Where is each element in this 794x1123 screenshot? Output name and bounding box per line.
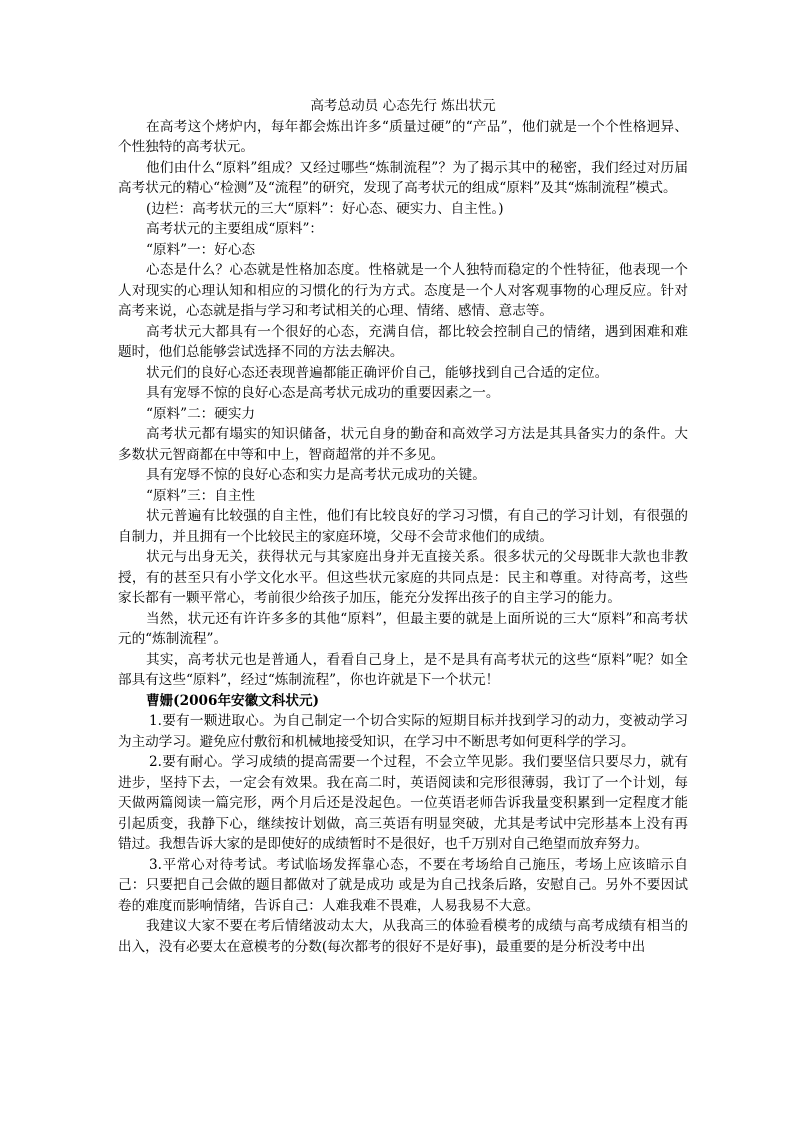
paragraph: 3.平常心对待考试。考试临场发挥靠心态，不要在考场给自己施压，考场上应该暗示自己：只要把自己会做的题目都做对了就是成功 或是为自己找条后路，安慰自己。另外不要因试卷的难度而影响情绪，告诉自己：人难我难不畏难，人易我易不大意。 (118, 856, 688, 914)
paragraph: 高考状元大都具有一个很好的心态，充满自信，都比较会控制自己的情绪，遇到困难和难题时，他们总能够尝试选择不同的方法去解决。 (118, 323, 688, 360)
paragraph: 我建议大家不要在考后情绪波动太大，从我高三的体验看模考的成绩与高考成绩有相当的出入，没有必要太在意模考的分数(每次都考的很好不是好事)，最重要的是分析没考中出 (118, 918, 688, 955)
paragraph: 其实，高考状元也是普通人，看看自己身上，是不是具有高考状元的这些“原料”呢？如全部具有这些“原料”，经过“炼制流程”，你也许就是下一个状元！ (118, 651, 688, 688)
paragraph: “原料”三：自主性 (146, 487, 256, 504)
paragraph: 在高考这个烤炉内，每年都会炼出许多“质量过硬”的“产品”，他们就是一个个性格迥异、个性独特的高考状元。 (118, 118, 688, 155)
paragraph: 2.要有耐心。学习成绩的提高需要一个过程，不会立竿见影。我们要坚信只要尽力，就有进步，坚持下去，一定会有效果。我在高二时，英语阅读和完形很薄弱，我订了一个计划，每天做两篇阅读一篇完形，两个月后还是没起色。一位英语老师告诉我量变积累到一定程度才能引起质变，我静下心，继续按计划做，高三英语有明显突破，尤其是考试中完形基本上没有再错过。我想告诉大家的是即使好的成绩暂时不是很好，也千万别对自己绝望而放弃努力。 (118, 754, 688, 852)
paragraph: 状元普遍有比较强的自主性，他们有比较良好的学习习惯，有自己的学习计划，有很强的自制力，并且拥有一个比较民主的家庭环境，父母不会苛求他们的成绩。 (118, 508, 688, 545)
paragraph: 曹姗(2006年安徽文科状元) (146, 692, 320, 709)
paragraph: “原料”一：好心态 (146, 241, 256, 258)
article-body (118, 96, 688, 957)
paragraph: 他们由什么“原料”组成？又经过哪些“炼制流程”？为了揭示其中的秘密，我们经过对历届高考状元的精心“检测”及“流程”的研究，发现了高考状元的组成“原料”及其“炼制流程”模式。 (118, 159, 688, 196)
paragraph: 具有宠辱不惊的良好心态和实力是高考状元成功的关键。 (146, 467, 486, 483)
paragraph: 具有宠辱不惊的良好心态是高考状元成功的重要因素之一。 (146, 385, 500, 401)
paragraph: 高考状元的主要组成“原料”： (146, 221, 324, 237)
paragraph: 状元们的良好心态还表现普遍都能正确评价自己，能够找到自己合适的定位。 (146, 364, 609, 381)
paragraph: (边栏：高考状元的三大“原料”：好心态、硬实力、自主性。) (146, 200, 504, 217)
paragraph: 状元与出身无关，获得状元与其家庭出身并无直接关系。很多状元的父母既非大款也非教授，有的甚至只有小学文化水平。但这些状元家庭的共同点是：民主和尊重。对待高考，这些家长都有一颗平常心，考前很少给孩子加压，能充分发挥出孩子的自主学习的能力。 (118, 549, 688, 606)
paragraph-list (118, 117, 688, 958)
paragraph: 1.要有一颗进取心。为自己制定一个切合实际的短期目标并找到学习的动力，变被动学习为主动学习。避免应付敷衍和机械地接受知识，在学习中不断思考如何更科学的学习。 (118, 713, 688, 750)
paragraph: “原料”二：硬实力 (146, 405, 256, 422)
paragraph: 当然，状元还有许许多多的其他“原料”，但最主要的就是上面所说的三大“原料”和高考状元的“炼制流程”。 (118, 610, 688, 647)
paragraph: 高考状元都有塌实的知识储备，状元自身的勤奋和高效学习方法是其具备实力的条件。大多数状元智商都在中等和中上，智商超常的并不多见。 (118, 426, 688, 463)
paragraph: 心态是什么？心态就是性格加态度。性格就是一个人独特而稳定的个性特征，他表现一个人对现实的心理认知和相应的习惯化的行为方式。态度是一个人对客观事物的心理反应。针对高考来说，心态就是指与学习和考试相关的心理、情绪、感情、意志等。 (118, 262, 688, 319)
article-title: 高考总动员 心态先行 炼出状元 (310, 98, 496, 114)
